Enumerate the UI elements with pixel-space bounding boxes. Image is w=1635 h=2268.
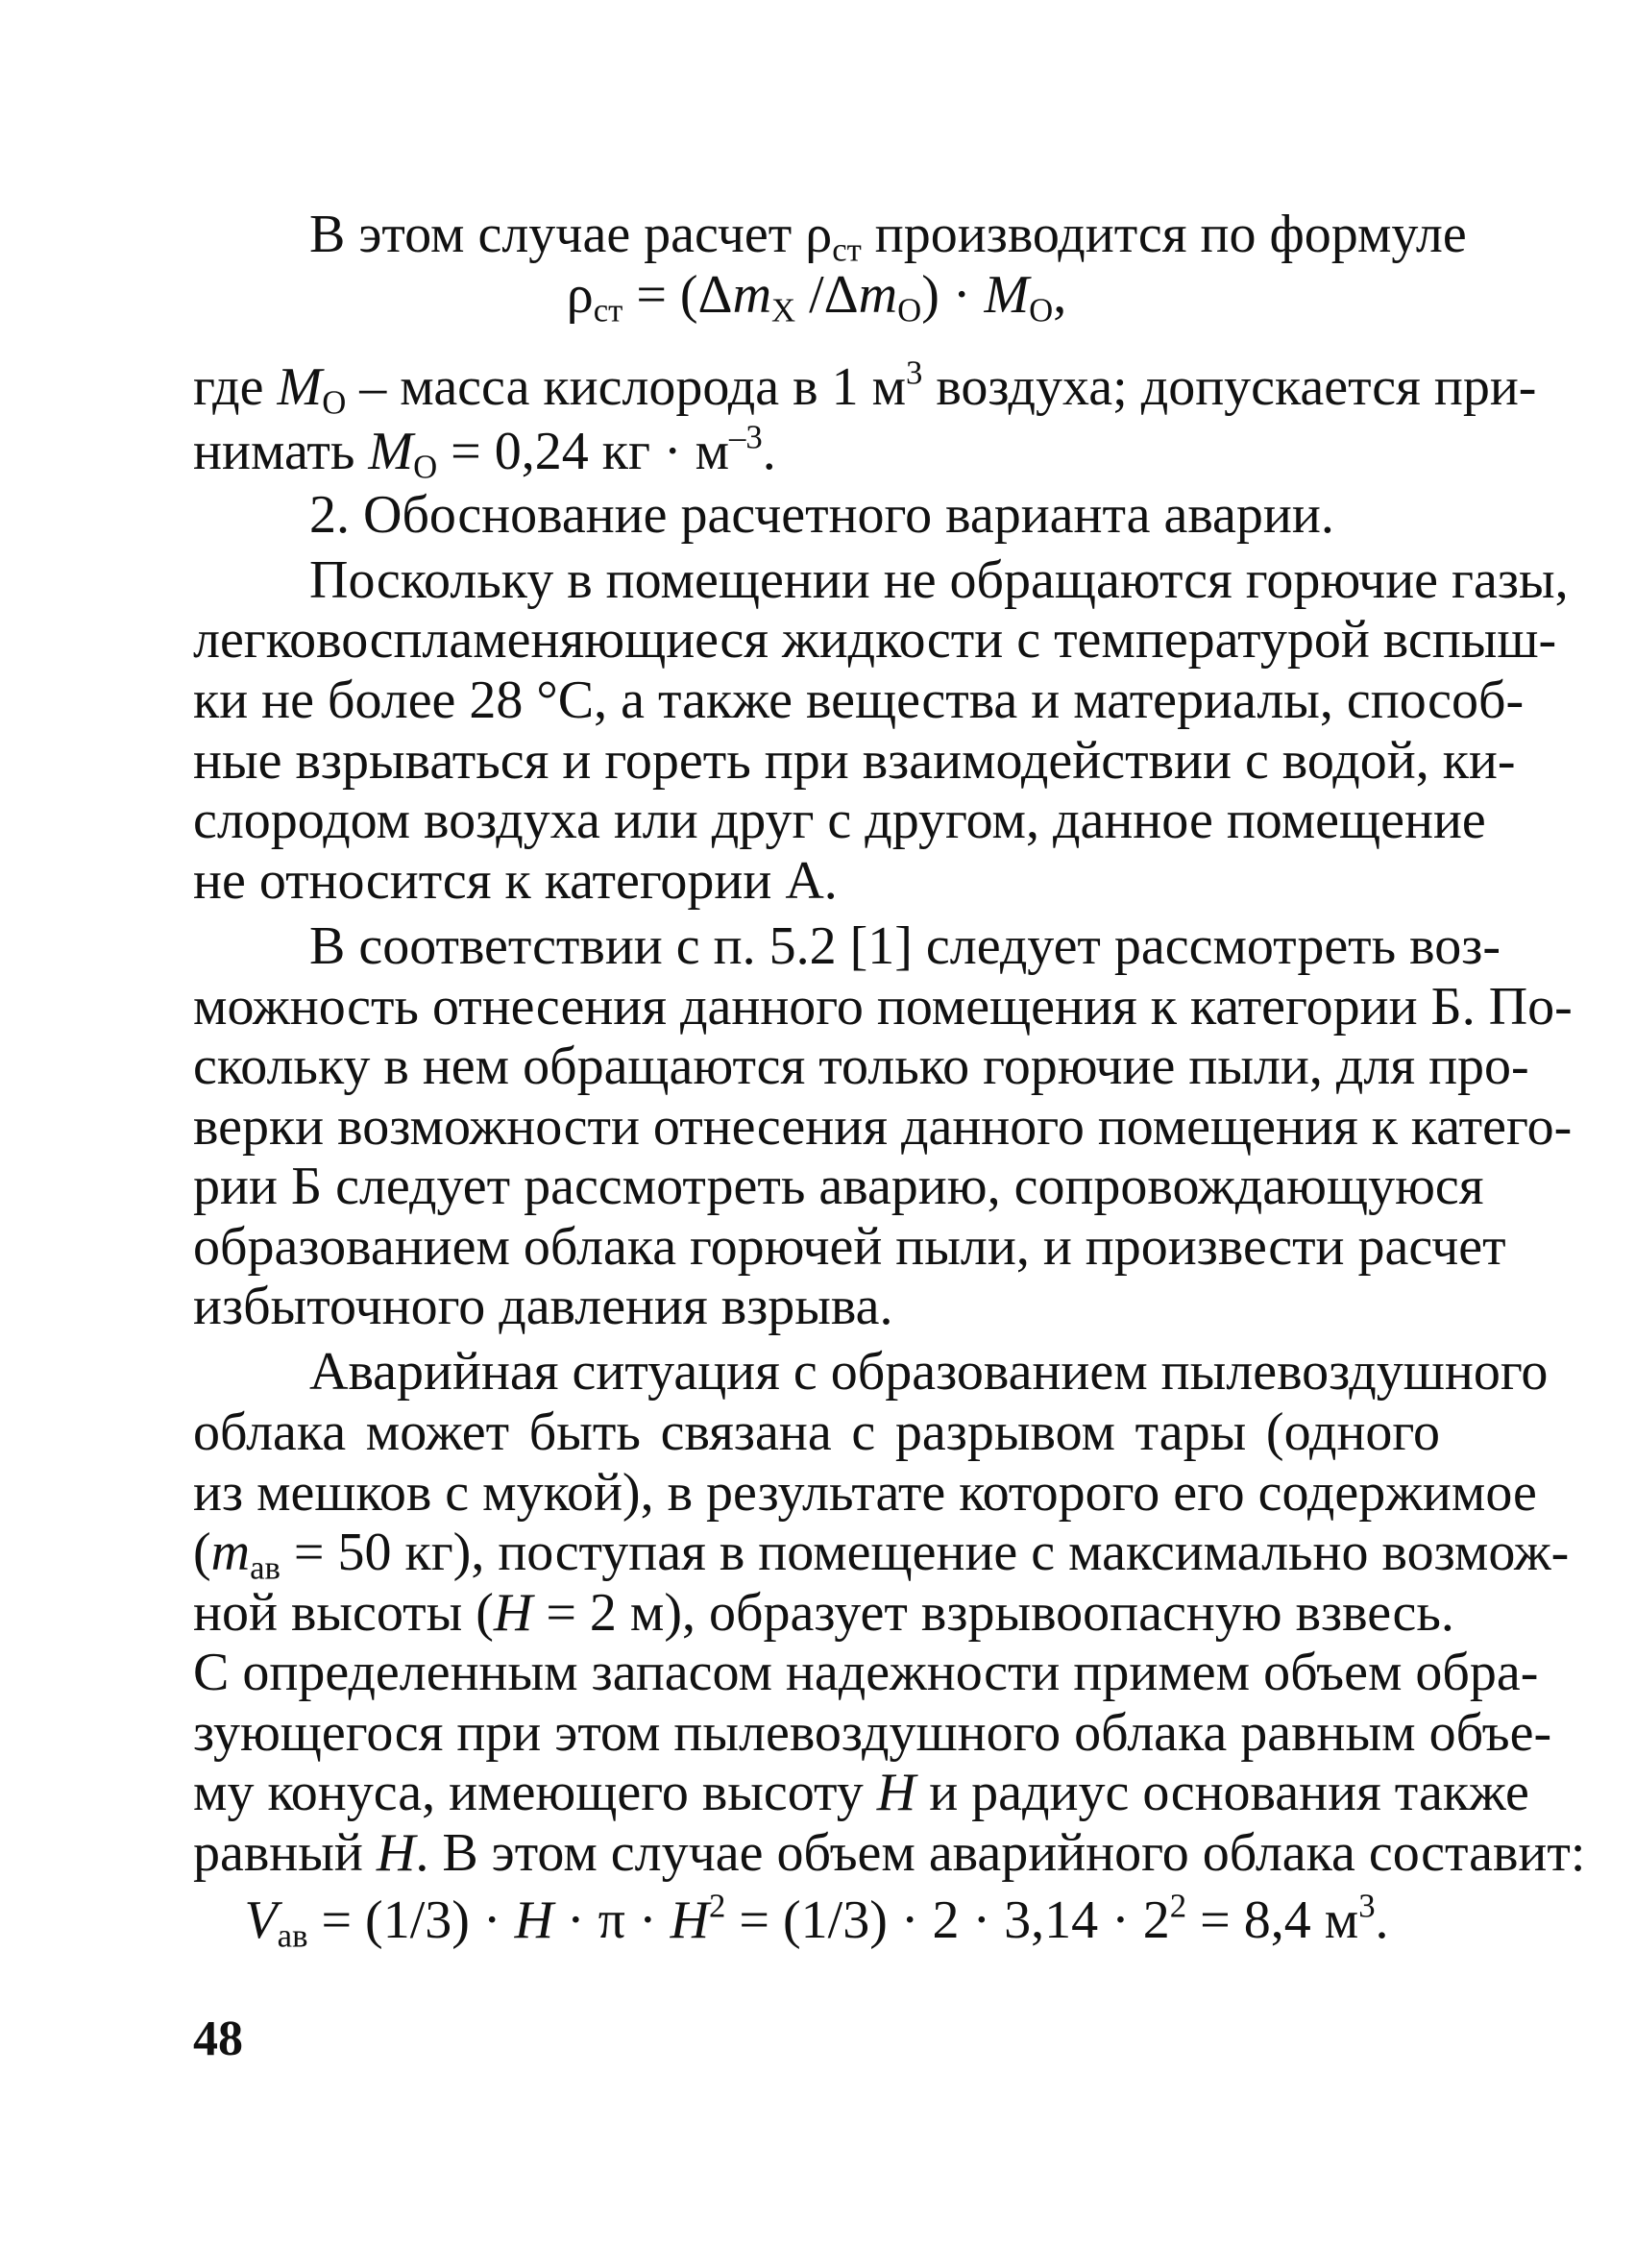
text-line: Поскольку в помещении не обращаются горючие газы, xyxy=(309,550,1569,610)
text-line: ки не более 28 °С, а также вещества и материалы, способ- xyxy=(193,671,1525,730)
text-line: рии Б следует рассмотреть аварию, сопровождающуюся xyxy=(193,1157,1484,1216)
formula-density: $\rho_{ст} = (\Delta m_X$ $/\Delta m_O) \cdot M_O$, xyxy=(566,265,1067,329)
text-line: где $M_O$ – масса кислорода в 1 $м^3$ воздуха; допускается при- xyxy=(193,354,1537,422)
text-line: ной высоты (H = 2 м), образует взрывоопасную взвесь. xyxy=(193,1583,1454,1643)
page-number: 48 xyxy=(193,2012,243,2066)
text-line: не относится к категории А. xyxy=(193,851,838,911)
text-line: облака может быть связана с разрывом тары (одного xyxy=(193,1402,1440,1462)
text-line: верки возможности отнесения данного помещения к катего- xyxy=(193,1097,1573,1157)
text-line: В этом случае расчет $\rho_{ст}$ производится по формуле xyxy=(309,205,1467,269)
text-line: легковоспламеняющиеся жидкости с температурой вспыш- xyxy=(193,610,1557,670)
text-line: можность отнесения данного помещения к категории Б. По- xyxy=(193,977,1573,1036)
text-line: Аварийная ситуация с образованием пылевоздушного xyxy=(309,1342,1549,1402)
text-line: слородом воздуха или друг с другом, данное помещение xyxy=(193,791,1486,850)
section-heading: 2. Обоснование расчетного варианта аварии. xyxy=(309,485,1334,545)
text-line: ($m_{ав} = 50$ кг), поступая в помещение с максимально возмож- xyxy=(193,1523,1570,1587)
text-line: скольку в нем обращаются только горючие пыли, для про- xyxy=(193,1036,1529,1096)
text-line: избыточного давления взрыва. xyxy=(193,1277,893,1336)
text-line: С определенным запасом надежности примем объем обра- xyxy=(193,1643,1539,1702)
text-line: В соответствии с п. 5.2 [1] следует рассмотреть воз- xyxy=(309,916,1501,976)
text-line: из мешков с мукой), в результате которого его содержимое xyxy=(193,1463,1537,1523)
text-line: равный H. В этом случае объем аварийного облака составит: xyxy=(193,1823,1586,1883)
text-line: образованием облака горючей пыли, и произвести расчет xyxy=(193,1217,1506,1277)
text-line: му конуса, имеющего высоту H и радиус основания также xyxy=(193,1763,1529,1822)
text-line: ные взрываться и гореть при взаимодействии с водой, ки- xyxy=(193,731,1516,791)
formula-cloud-volume: $V_{ав} = (1/3) \cdot H \cdot \pi \cdot H^2 = (1/3) \cdot 2 \cdot 3,14 \cdot 2^2 = 8,4$ $м^3$. xyxy=(244,1887,1389,1955)
text-line: зующегося при этом пылевоздушного облака равным объе- xyxy=(193,1703,1552,1763)
text-line: нимать $M_O = 0,24$ кг · $м^{-3}$. xyxy=(193,418,776,486)
